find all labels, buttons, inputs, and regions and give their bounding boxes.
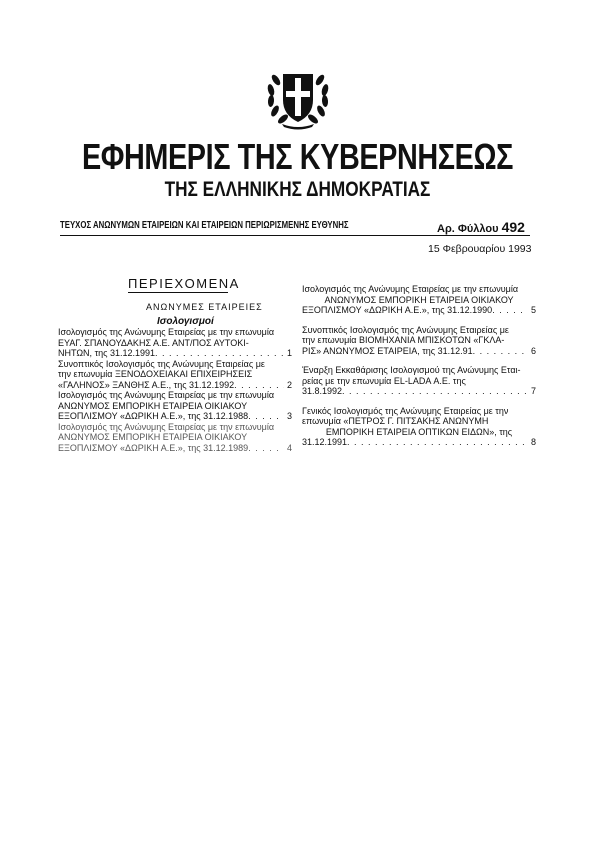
entry-line: Έναρξη Εκκαθάρισης Ισολογισμού της Ανώνυμης Εται- (302, 365, 521, 375)
category-heading: ΑΝΩΝΥΜΕΣ ΕΤΑΙΡΕΙΕΣ (146, 302, 263, 312)
leader-dots (248, 443, 284, 454)
leader-dots (155, 348, 284, 359)
subcategory-heading: Ισολογισμοί (157, 316, 214, 327)
entry-last-line (302, 346, 536, 357)
sheet-label: Αρ. Φύλλου (437, 223, 499, 235)
entry-last-line (58, 443, 292, 454)
entry-line: την επωνυμία ΞΕΝΟΔΟΧΕΙΑΚΑΙ ΕΠΙΧΕΙΡΗΣΕΙΣ (58, 369, 253, 379)
entry-line: ΑΝΩΝΥΜΟΣ ΕΜΠΟΡΙΚΗ ΕΤΑΙΡΕΙΑ ΟΙΚΙΑΚΟΥ (324, 294, 514, 305)
entry-line: Ισολογισμός της Ανώνυμης Εταιρείας με την επωνυμία (58, 421, 275, 432)
contents-right-column (302, 284, 536, 457)
entry-page-number: 1 (286, 348, 292, 358)
entry-last-line (302, 437, 536, 448)
coat-of-arms-icon (262, 60, 334, 132)
contents-entry (302, 365, 536, 397)
entry-line: επωνυμία «ΠΕΤΡΟΣ Γ. ΠΙΤΣΑΚΗΣ ΑΝΩΝΥΜΗ (302, 416, 489, 426)
leader-dots (347, 437, 528, 448)
entry-last-line (58, 380, 292, 391)
issue-date: 15 Φεβρουαρίου 1993 (428, 243, 532, 255)
entry-page-number: 7 (530, 386, 536, 396)
entry-line: την επωνυμία ΒΙΟΜΗΧΑΝΙΑ ΜΠΙΣΚΟΤΩΝ «ΓΚΛΑ- (302, 335, 505, 345)
entry-line: Συνοπτικός Ισολογισμός της Ανώνυμης Εταιρείας με (302, 324, 509, 335)
contents-entry (58, 390, 292, 422)
entry-line: ΝΗΤΩΝ, της 31.12.1991 (58, 348, 156, 358)
entry-last-line (302, 305, 536, 316)
entry-page-number: 3 (286, 411, 292, 421)
leader-dots (473, 346, 528, 357)
contents-entry (58, 359, 292, 391)
leader-dots (234, 380, 284, 391)
entry-page-number: 2 (286, 379, 292, 390)
entry-line: ΕΜΠΟΡΙΚΗ ΕΤΑΙΡΕΙΑ ΟΠΤΙΚΩΝ ΕΙΔΩΝ», της (325, 426, 513, 437)
entry-last-line (302, 386, 536, 397)
contents-entry (302, 284, 536, 316)
entry-page-number: 4 (286, 442, 292, 453)
entry-line: ΕΞΟΠΛΙΣΜΟΥ «ΔΩΡΙΚΗ Α.Ε.», της 31.12.1990 (302, 305, 493, 315)
entry-line: ΑΝΩΝΥΜΟΣ ΕΜΠΟΡΙΚΗ ΕΤΑΙΡΕΙΑ ΟΙΚΙΑΚΟΥ (58, 400, 248, 411)
entry-line: ΑΝΩΝΥΜΟΣ ΕΜΠΟΡΙΚΗ ΕΤΑΙΡΕΙΑ ΟΙΚΙΑΚΟΥ (58, 432, 248, 442)
entry-line: ΕΞΟΠΛΙΣΜΟΥ «ΔΩΡΙΚΗ Α.Ε.», της 31.12.1989 (58, 442, 249, 453)
entry-line: ΕΥΑΓ. ΣΠΑΝΟΥΔΑΚΗΣ Α.Ε. ΑΝΤ/ΠΟΣ ΑΥΤΟΚΙ- (58, 337, 249, 348)
entry-line: 31.12.1991 (302, 437, 348, 447)
entry-page-number: 6 (530, 345, 536, 356)
contents-entry (58, 422, 292, 454)
entry-line: 31.8.1992 (302, 386, 343, 396)
gazette-subtitle: ΤΗΣ ΕΛΛΗΝΙΚΗΣ ΔΗΜΟΚΡΑΤΙΑΣ (164, 178, 431, 201)
entry-last-line (58, 411, 292, 422)
issue-type: ΤΕΥΧΟΣ ΑΝΩΝΥΜΩΝ ΕΤΑΙΡΕΙΩΝ ΚΑΙ ΕΤΑΙΡΕΙΩΝ ΠΕΡΙΩΡΙΣΜΕΝΗΣ ΕΥΘΥΝΗΣ (60, 220, 349, 231)
contents-underline (128, 292, 228, 293)
entry-line: Γενικός Ισολογισμός της Ανώνυμης Εταιρείας με την (302, 405, 509, 416)
leader-dots (492, 305, 528, 316)
entry-line: Ισολογισμός της Ανώνυμης Εταιρείας με την επωνυμία (302, 284, 519, 294)
entry-line: ΡΙΣ» ΑΝΩΝΥΜΟΣ ΕΤΑΙΡΕΙΑ, της 31.12.91 (302, 345, 473, 356)
contents-entry (302, 406, 536, 448)
entry-line: Συνοπτικός Ισολογισμός της Ανώνυμης Εταιρείας με (58, 358, 265, 369)
entry-page-number: 5 (530, 305, 536, 315)
entry-line: ΕΞΟΠΛΙΣΜΟΥ «ΔΩΡΙΚΗ Α.Ε.», της 31.12.1988 (58, 411, 249, 421)
sheet-number (437, 219, 525, 235)
leader-dots (342, 386, 528, 397)
leader-dots (248, 411, 284, 422)
entry-page-number: 8 (530, 437, 536, 447)
contents-entry (302, 325, 536, 357)
entry-last-line (58, 348, 292, 359)
entry-line: Ισολογισμός της Ανώνυμης Εταιρείας με την επωνυμία (58, 390, 275, 400)
sheet-number-value: 492 (501, 219, 525, 235)
contents-left-column (58, 327, 292, 453)
gazette-title: ΕΦΗΜΕΡΙΣ ΤΗΣ ΚΥΒΕΡΝΗΣΕΩΣ (81, 136, 514, 177)
header-rule (60, 235, 530, 236)
contents-entry (58, 327, 292, 359)
contents-heading: ΠΕΡΙΕΧΟΜΕΝΑ (128, 276, 240, 291)
entry-line: «ΓΑΛΗΝΟΣ» ΞΑΝΘΗΣ Α.Ε., της 31.12.1992 (58, 379, 235, 390)
entry-line: ρείας με την επωνυμία EL-LADA Α.Ε. της (302, 375, 466, 386)
entry-line: Ισολογισμός της Ανώνυμης Εταιρείας με την επωνυμία (58, 327, 275, 337)
